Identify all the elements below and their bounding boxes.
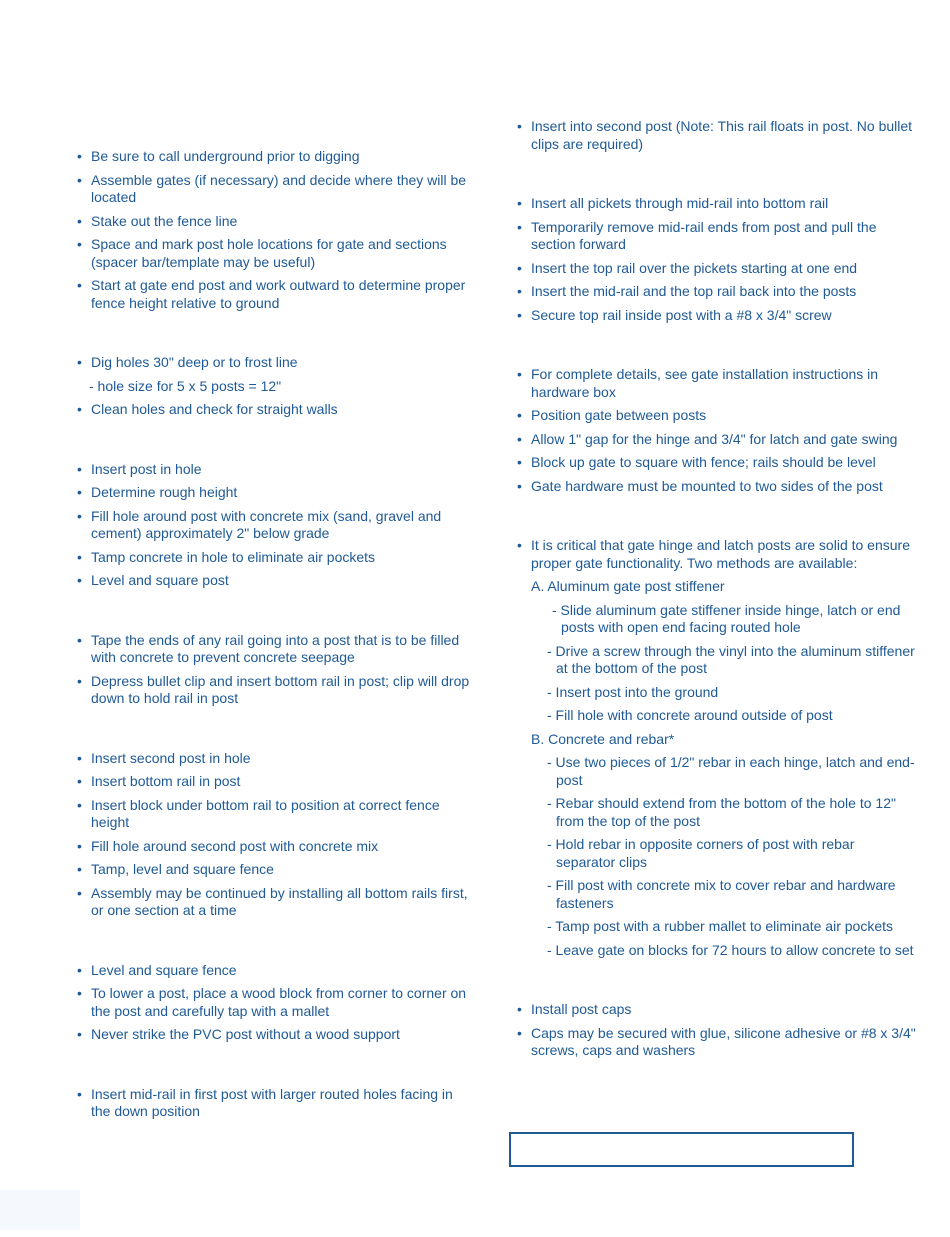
bullet-item: • Secure top rail inside post with a #8 x 3/4" screw (516, 307, 916, 325)
bullet-item: • Determine rough height (76, 484, 476, 502)
instruction-section (76, 461, 476, 590)
bullet-item: • Depress bullet clip and insert bottom rail in post; clip will drop down to hold rail in post (76, 673, 476, 708)
method-heading: A. Aluminum gate post stiffener (531, 578, 725, 594)
bullet-item: • Insert bottom rail in post (76, 773, 476, 791)
bullet-item: • Block up gate to square with fence; rails should be level (516, 454, 916, 472)
bullet-item: • Never strike the PVC post without a wood support (76, 1026, 476, 1044)
bullet-item: • Clean holes and check for straight walls (76, 401, 476, 419)
bullet-item: • Space and mark post hole locations for gate and sections (spacer bar/template may be useful) (76, 236, 476, 271)
instruction-section (76, 354, 476, 419)
dash-item: - Use two pieces of 1/2" rebar in each hinge, latch and end-post (547, 754, 915, 788)
dash-item: - Rebar should extend from the bottom of the hole to 12" from the top of the post (547, 795, 896, 829)
bullet-item: • Insert post in hole (76, 461, 476, 479)
instruction-section (76, 148, 476, 312)
dash-item: - Tamp post with a rubber mallet to eliminate air pockets (547, 918, 894, 934)
bullet-item: • Tamp concrete in hole to eliminate air pockets (76, 549, 476, 567)
dash-item: - Slide aluminum gate stiffener inside hinge, latch or end posts with open end facing routed hole (552, 601, 901, 635)
right-column (516, 118, 916, 1102)
dash-item: - Drive a screw through the vinyl into the aluminum stiffener at the bottom of the post (547, 642, 915, 676)
bullet-item: • Assemble gates (if necessary) and decide where they will be located (76, 172, 476, 207)
left-column (76, 148, 476, 1163)
instruction-section (516, 118, 916, 153)
bullet-item: • Fill hole around post with concrete mix (sand, gravel and cement) approximately 2" below grade (76, 508, 476, 543)
instruction-section (516, 366, 916, 495)
sub-item: - hole size for 5 x 5 posts = 12" (89, 377, 282, 394)
bullet-item: • Caps may be secured with glue, silicone adhesive or #8 x 3/4" screws, caps and washers (516, 1025, 916, 1060)
bullet-item: • Insert the mid-rail and the top rail back into the posts (516, 283, 916, 301)
bullet-item: • To lower a post, place a wood block from corner to corner on the post and carefully tap with a mallet (76, 985, 476, 1020)
bullet-item: • Level and square post (76, 572, 476, 590)
bullet-item: • Be sure to call underground prior to digging (76, 148, 476, 166)
bullet-item: • Dig holes 30" deep or to frost line (76, 354, 476, 372)
bullet-item: • For complete details, see gate installation instructions in hardware box (516, 366, 916, 401)
bullet-item: • Temporarily remove mid-rail ends from post and pull the section forward (516, 219, 916, 254)
bullet-item: • Start at gate end post and work outward to determine proper fence height relative to ground (76, 277, 476, 312)
dash-item: - Insert post into the ground (547, 683, 719, 700)
method-heading: B. Concrete and rebar* (531, 730, 675, 747)
instruction-section (76, 1086, 476, 1121)
bullet-item: • Tape the ends of any rail going into a post that is to be filled with concrete to prevent concrete seepage (76, 632, 476, 667)
bullet-item: • Assembly may be continued by installing all bottom rails first, or one section at a time (76, 885, 476, 920)
bullet-item: • Insert mid-rail in first post with larger routed holes facing in the down position (76, 1086, 476, 1121)
bullet-item: • Tamp, level and square fence (76, 861, 476, 879)
instruction-section (516, 537, 916, 959)
bullet-item: • It is critical that gate hinge and latch posts are solid to ensure proper gate functionality. Two methods are available: (516, 537, 916, 572)
bullet-item: • Insert second post in hole (76, 750, 476, 768)
instruction-section (76, 750, 476, 920)
dash-item: - Hold rebar in opposite corners of post with rebar separator clips (547, 836, 855, 870)
bullet-item: • Gate hardware must be mounted to two sides of the post (516, 478, 916, 496)
dash-item: - Leave gate on blocks for 72 hours to allow concrete to set (547, 941, 914, 958)
bullet-item: • Allow 1" gap for the hinge and 3/4" for latch and gate swing (516, 431, 916, 449)
bullet-item: • Position gate between posts (516, 407, 916, 425)
bullet-item: • Level and square fence (76, 962, 476, 980)
dash-item: - Fill post with concrete mix to cover rebar and hardware fasteners (547, 877, 896, 911)
instruction-section (76, 962, 476, 1044)
bullet-item: • Install post caps (516, 1001, 916, 1019)
bullet-item: • Insert the top rail over the pickets starting at one end (516, 260, 916, 278)
bullet-item: • Fill hole around second post with concrete mix (76, 838, 476, 856)
instruction-section (76, 632, 476, 708)
note-box (509, 1132, 854, 1167)
corner-shading (0, 1190, 80, 1230)
dash-item: - Fill hole with concrete around outside of post (547, 707, 833, 723)
bullet-item: • Insert all pickets through mid-rail into bottom rail (516, 195, 916, 213)
bullet-item: • Stake out the fence line (76, 213, 476, 231)
instruction-section (516, 1001, 916, 1060)
bullet-item: • Insert into second post (Note: This rail floats in post. No bullet clips are required) (516, 118, 916, 153)
instruction-section (516, 195, 916, 324)
bullet-item: • Insert block under bottom rail to position at correct fence height (76, 797, 476, 832)
